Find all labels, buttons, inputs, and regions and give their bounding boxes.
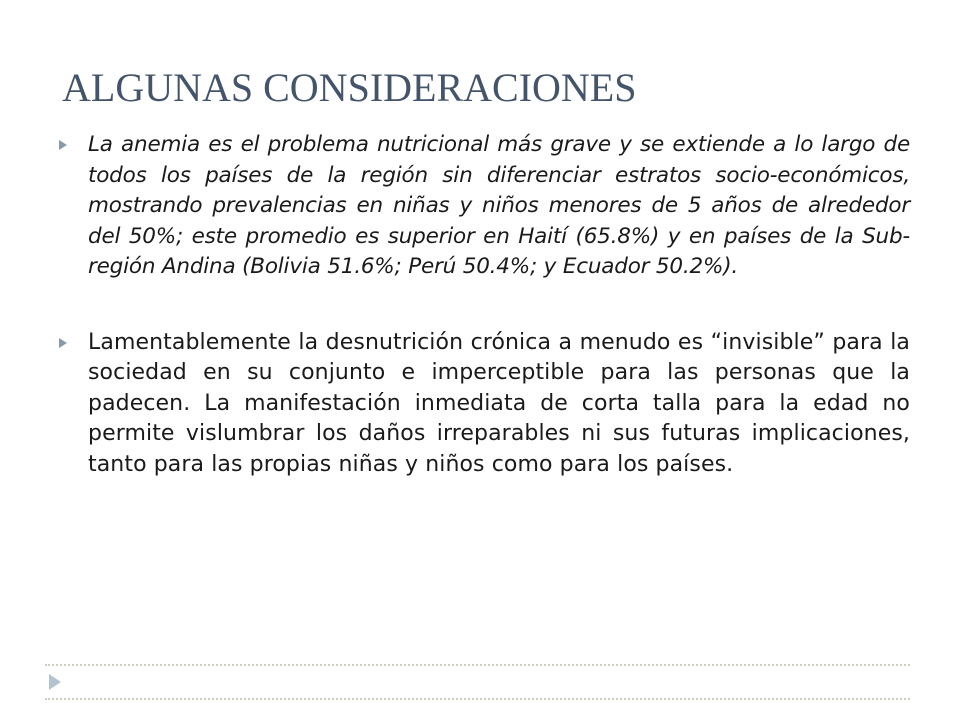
triangle-bullet-icon xyxy=(58,337,68,349)
footer-divider-top xyxy=(45,664,910,666)
bullet-text: Lamentablemente la desnutrición crónica a menudo es “invisible” para la sociedad en su conjunto e imperceptible para las personas que la padecen. La manifestación inmediata de corta talla para la edad no permite vislumbrar los daños irreparables ni sus futuras implicaciones, tanto para las propias niñas y niños como para los países. xyxy=(88,329,910,477)
bullet-text: La anemia es el problema nutricional más grave y se extiende a lo largo de todos los países de la región sin diferenciar estratos socio-económicos, mostrando prevalencias en niñas y niños menores de 5 años de alrededor del 50%; este promedio es superior en Haití (65.8%) y en países de la Sub-región Andina (Bolivia 51.6%; Perú 50.4%; y Ecuador 50.2%). xyxy=(88,132,910,279)
bullet-item xyxy=(58,328,910,481)
triangle-bullet-icon xyxy=(58,139,68,151)
footer-divider-bottom xyxy=(45,698,910,700)
nav-arrow-icon[interactable] xyxy=(48,673,62,691)
slide-title: ALGUNAS CONSIDERACIONES xyxy=(62,65,637,110)
bullet-list xyxy=(58,130,910,480)
bullet-item xyxy=(58,130,910,283)
